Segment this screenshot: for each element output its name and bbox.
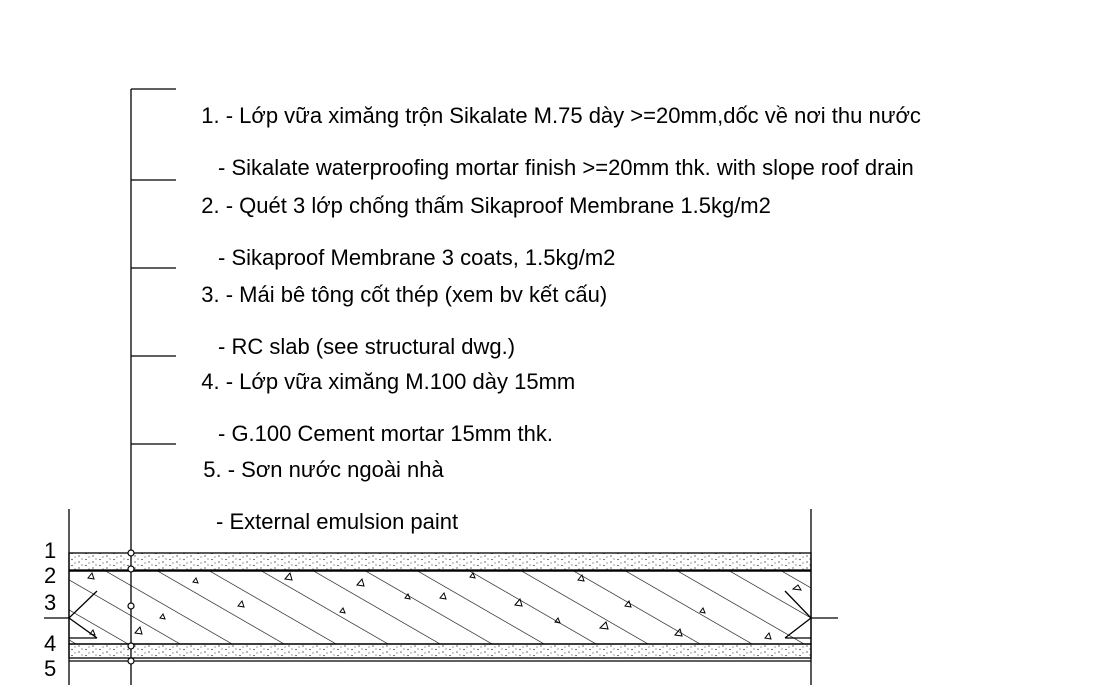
note-3-vi: 3. - Mái bê tông cốt thép (xem bv kết cấu)	[201, 282, 608, 307]
layer-label-5: 5	[44, 656, 57, 681]
note-5	[191, 431, 458, 561]
note-2-en: - Sikaproof Membrane 3 coats, 1.5kg/m2	[218, 245, 616, 270]
layer-label-4: 4	[44, 631, 57, 656]
layer-label-3: 3	[44, 590, 57, 615]
layer-label-1: 1	[44, 538, 57, 563]
layer-3-rc-slab	[69, 571, 811, 644]
note-1-vi: 1. - Lớp vữa ximăng trộn Sikalate M.75 dày >=20mm,dốc về nơi thu nước	[201, 103, 921, 128]
leader-ticks	[131, 89, 176, 444]
note-5-vi: 5. - Sơn nước ngoài nhà	[203, 457, 444, 482]
layer-label-2: 2	[44, 563, 57, 588]
note-4-en: - G.100 Cement mortar 15mm thk.	[218, 421, 553, 446]
layer-4-cement-mortar	[69, 644, 811, 658]
note-4-vi: 4. - Lớp vữa ximăng M.100 dày 15mm	[201, 369, 576, 394]
note-3-en: - RC slab (see structural dwg.)	[218, 334, 516, 359]
note-1-en: - Sikalate waterproofing mortar finish >=20mm thk. with slope roof drain	[218, 155, 914, 180]
note-2-vi: 2. - Quét 3 lớp chống thấm Sikaproof Membrane 1.5kg/m2	[201, 193, 771, 218]
leader-dots	[128, 550, 134, 664]
note-5-en: - External emulsion paint	[216, 509, 459, 534]
